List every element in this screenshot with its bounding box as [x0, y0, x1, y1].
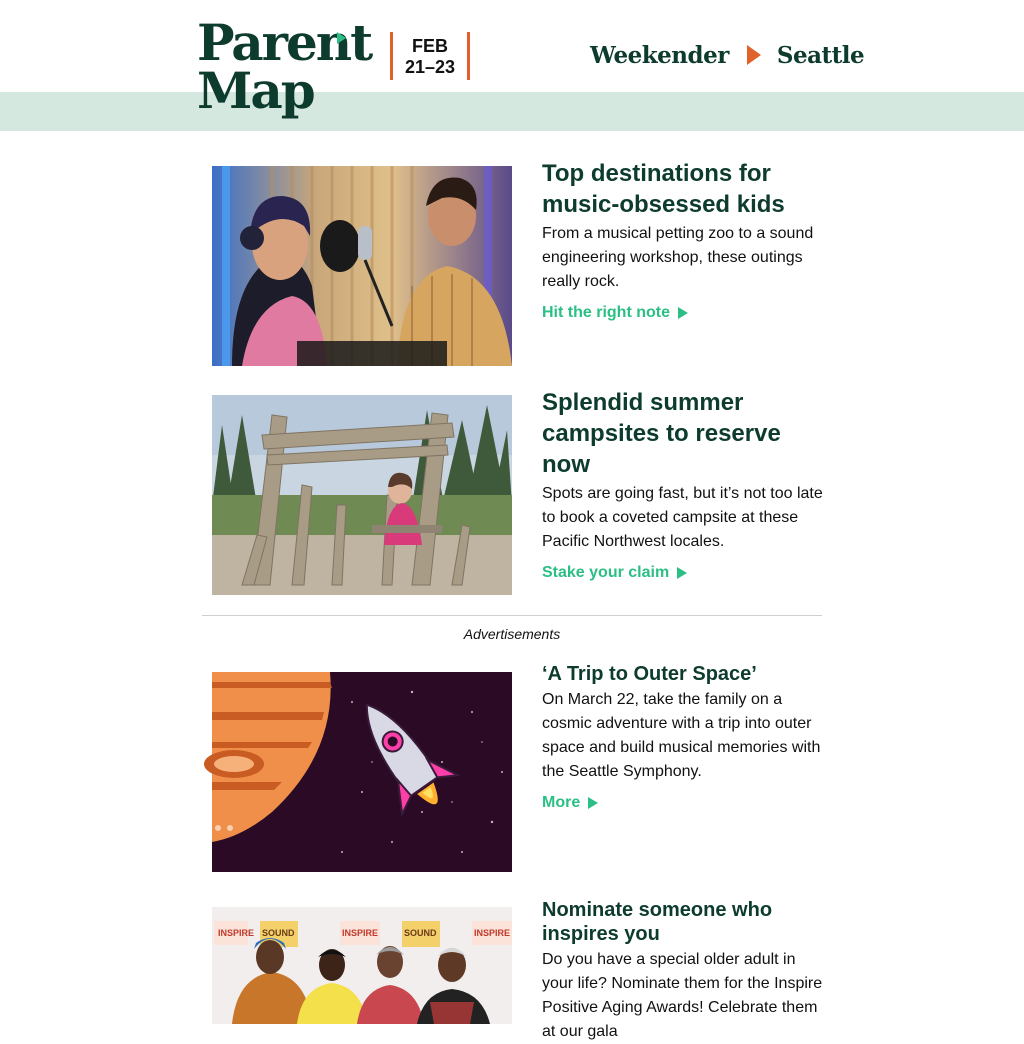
backdrop-logo-text: INSPIRE: [342, 928, 379, 938]
date-range: 21–23: [404, 57, 456, 77]
play-arrow-icon: [678, 307, 688, 319]
article-title[interactable]: Top destinations for music-obsessed kids: [542, 160, 785, 218]
driftwood-fort-photo[interactable]: [212, 395, 512, 595]
edition-name: Weekender: [590, 41, 729, 69]
backdrop-logo-text: SOUND: [262, 928, 295, 938]
section-divider: [202, 615, 822, 616]
backdrop-logo-text: INSPIRE: [218, 928, 255, 938]
play-arrow-icon: [588, 797, 598, 809]
article-summary: From a musical petting zoo to a sound engineering workshop, these outings really rock.: [542, 225, 814, 290]
more-link[interactable]: [542, 794, 598, 812]
article-copy: [542, 158, 827, 322]
play-arrow-icon: [747, 45, 761, 65]
ad-copy: [542, 662, 827, 812]
cta-label: More: [542, 794, 581, 811]
backdrop-logo-text: SOUND: [404, 928, 437, 938]
ad-title[interactable]: ‘A Trip to Outer Space’: [542, 663, 757, 685]
article-summary: Spots are going fast, but it’s not too late to book a coveted campsite at these Pacific Northwest locales.: [542, 485, 823, 550]
ad-title[interactable]: Nominate someone who inspires you: [542, 899, 773, 945]
date-month: FEB: [412, 36, 448, 56]
advertisements-label: Advertisements: [463, 626, 561, 642]
logo-word-parent: Parent: [197, 13, 372, 72]
date-badge: [390, 32, 470, 80]
header-band: [0, 92, 1024, 131]
play-arrow-icon: [677, 567, 687, 579]
hit-the-right-note-link[interactable]: [542, 304, 688, 322]
ad-summary: Do you have a special older adult in your life? Nominate them for the Inspire Positive Aging Awards! Celebrate them at our gala: [542, 951, 823, 1040]
article-title[interactable]: Splendid summer campsites to reserve now: [542, 389, 781, 478]
logo-play-icon: [337, 32, 346, 44]
cta-label: Hit the right note: [542, 304, 670, 321]
logo-word-map: Map: [197, 61, 314, 120]
newsletter-header: [0, 0, 1024, 131]
stake-your-claim-link[interactable]: [542, 564, 687, 582]
ad-copy: [542, 898, 827, 1044]
recording-studio-photo[interactable]: [212, 166, 512, 366]
ad-summary: On March 22, take the family on a cosmic adventure with a trip into outer space and build musical memories with the Seattle Symphony.: [542, 691, 821, 780]
edition-city: Seattle: [776, 41, 865, 69]
article-copy: [542, 387, 827, 582]
cta-label: Stake your claim: [542, 564, 670, 581]
backdrop-logo-text: INSPIRE: [474, 928, 511, 938]
edition-title: [590, 38, 864, 72]
awards-group-photo[interactable]: [212, 907, 512, 1024]
parentmap-logo[interactable]: [197, 13, 372, 120]
rocket-and-planet-illustration[interactable]: [212, 672, 512, 872]
